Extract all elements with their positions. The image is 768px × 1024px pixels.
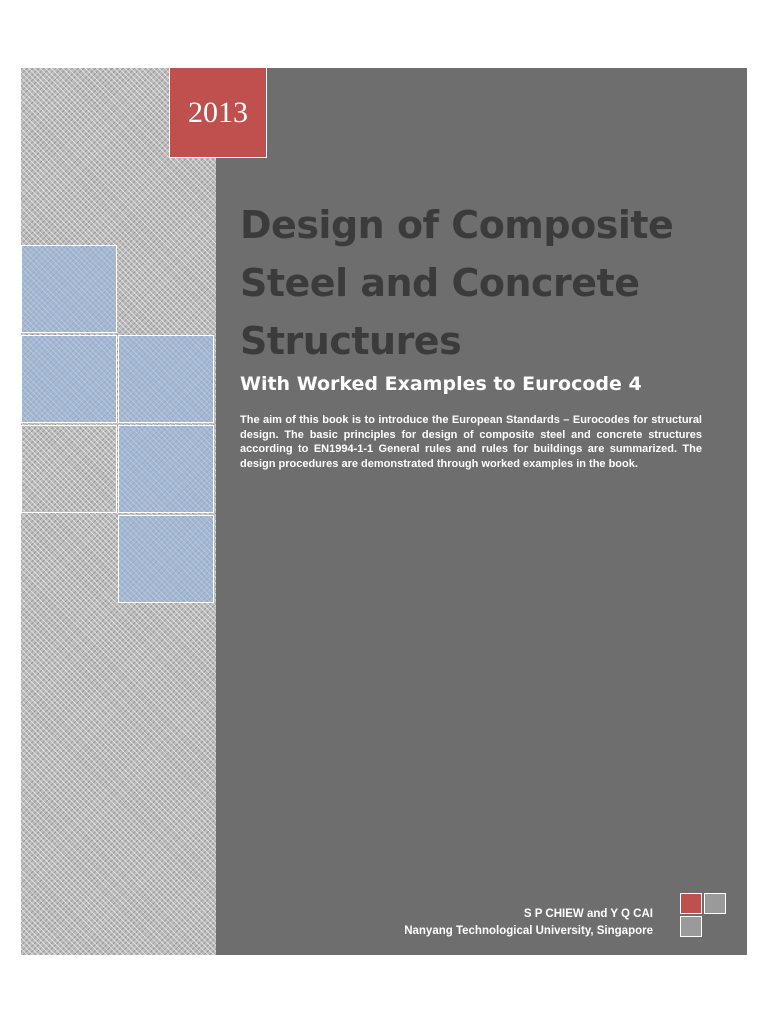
title-line: Design of Composite bbox=[240, 203, 674, 247]
corner-square-gray bbox=[704, 893, 726, 914]
title-line: Steel and Concrete bbox=[240, 261, 640, 305]
author-names: S P CHIEW and Y Q CAI bbox=[523, 908, 653, 920]
corner-square-red bbox=[680, 893, 702, 914]
corner-logo-mark bbox=[680, 893, 728, 939]
author-block bbox=[404, 906, 653, 940]
outline-tile bbox=[21, 425, 117, 513]
blue-tile bbox=[118, 335, 214, 423]
blue-tile bbox=[21, 335, 117, 423]
blue-tile bbox=[118, 515, 214, 603]
book-title bbox=[240, 196, 740, 370]
blue-tile bbox=[21, 245, 117, 333]
author-affiliation: Nanyang Technological University, Singapore bbox=[404, 925, 653, 937]
title-line: Structures bbox=[240, 319, 462, 363]
book-abstract: The aim of this book is to introduce the European Standards – Eurocodes for structural design. The basic principles for design of composite steel and concrete structures according to EN1994-1-1 General rules and rules for buildings are summarized. The design procedures are demonstrated through worked examples in the book. bbox=[240, 414, 702, 470]
year-text: 2013 bbox=[188, 95, 248, 129]
blue-tile bbox=[118, 425, 214, 513]
book-subtitle: With Worked Examples to Eurocode 4 bbox=[240, 373, 642, 395]
corner-square-gray bbox=[680, 916, 702, 937]
year-badge bbox=[169, 68, 267, 158]
